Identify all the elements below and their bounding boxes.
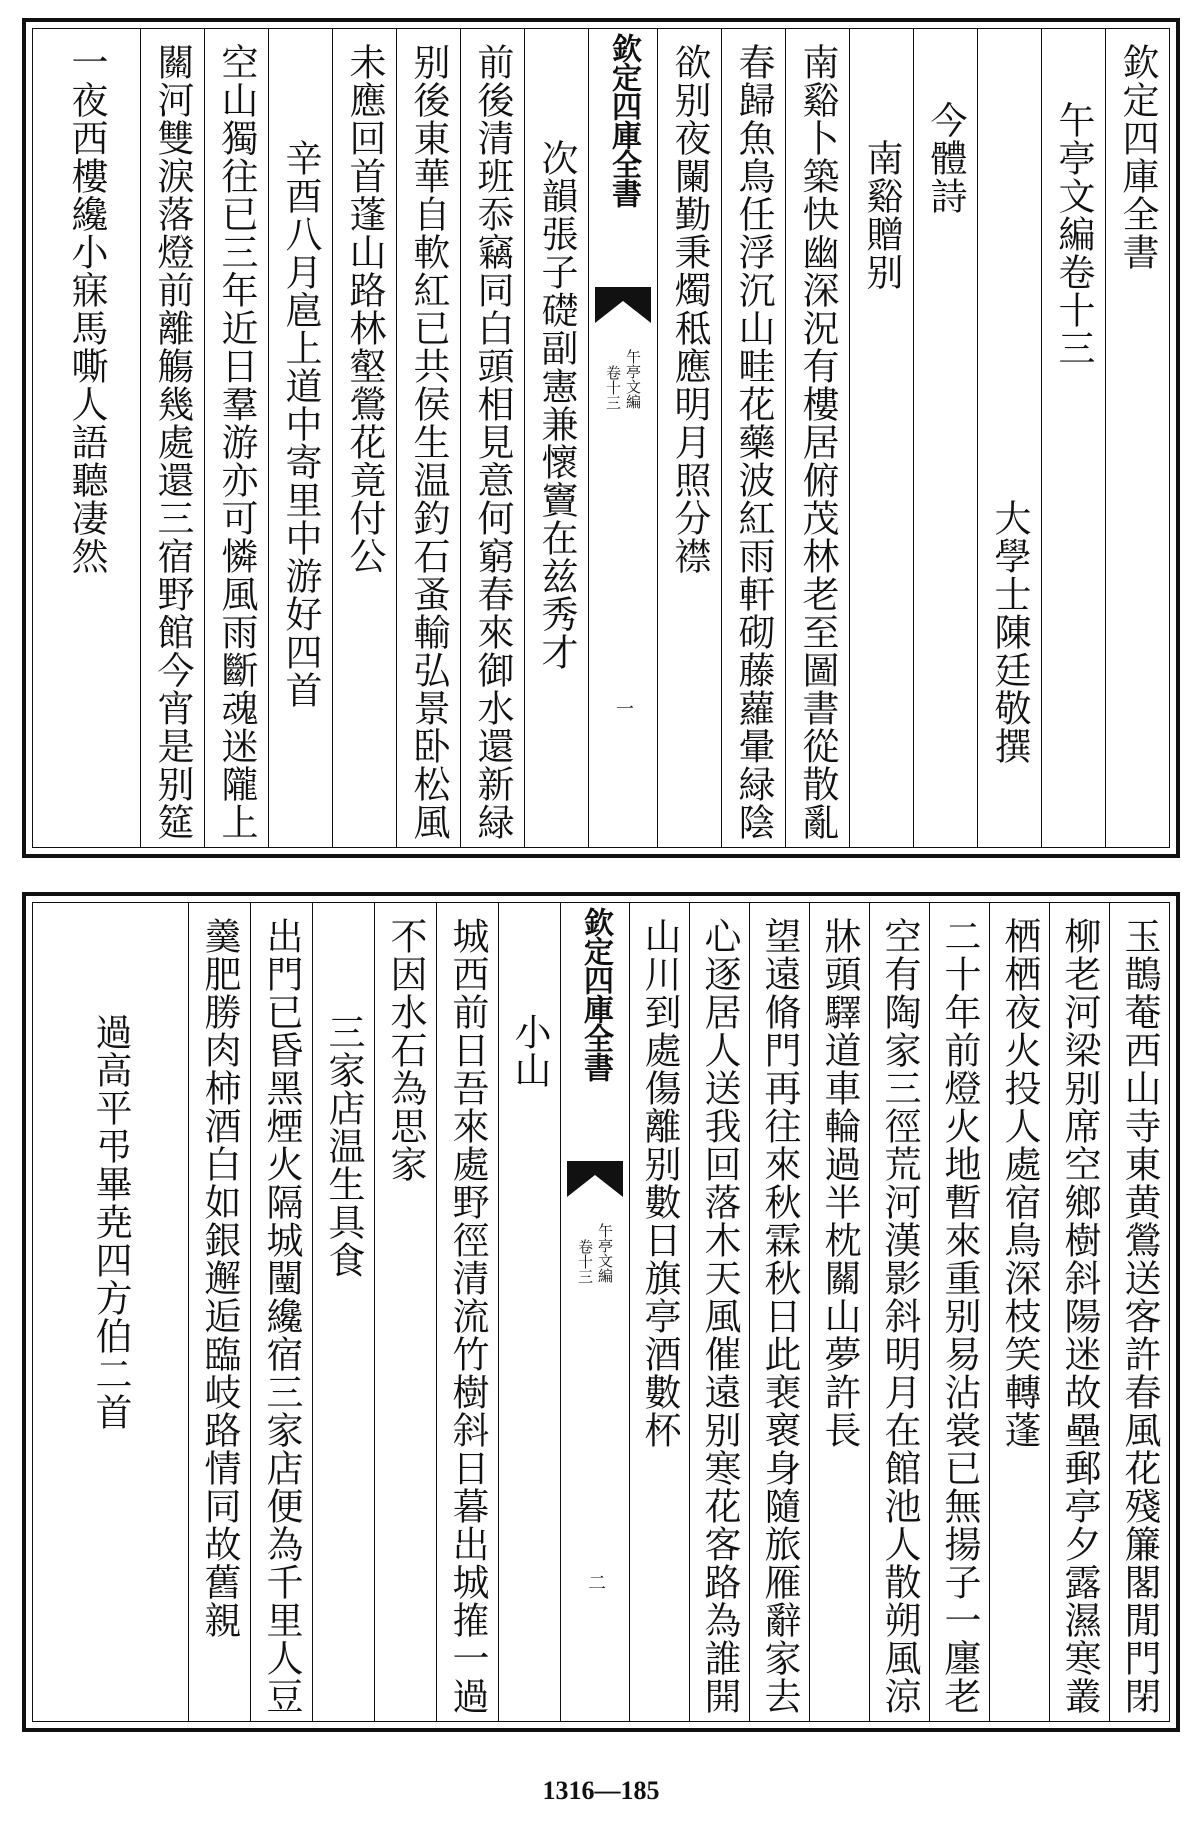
- poem-title: 三家店温生具食: [322, 1013, 365, 1279]
- text-column: [1049, 903, 1109, 1721]
- fold-page-number: 二: [585, 1573, 606, 1591]
- poem-line: 不因水石為思家: [384, 917, 427, 1183]
- fold-volume: 卷十三: [604, 365, 622, 410]
- fold-page-number: 一: [613, 699, 634, 717]
- archive-page-number: 1316—185: [542, 1776, 660, 1805]
- text-column: [396, 29, 460, 847]
- text-column: [657, 29, 721, 847]
- poem-line: 牀頭驛道車輪過半枕關山夢許長: [818, 917, 861, 1449]
- fold-volume: 卷十三: [576, 1239, 594, 1284]
- section-heading: 今體詩: [924, 101, 967, 215]
- text-column: [629, 903, 689, 1721]
- poem-line: 玉鵲菴西山寺東黄鶯送客許春風花殘簾閣閒門閉: [1118, 917, 1161, 1715]
- text-column: [785, 29, 849, 847]
- text-column: [460, 29, 524, 847]
- poem-line: 望遠脩門再往來秋霖秋日此裵褱身隨旅雁辭家去: [758, 917, 801, 1715]
- poem-line: 出門已昏黑煙火隔城闉纔宿三家店便為千里人豆: [260, 917, 303, 1715]
- library-title: 欽定四庫全書: [1116, 43, 1159, 271]
- poem-line: 空有陶家三徑荒河漢影斜明月在館池人散朔風涼: [878, 917, 921, 1715]
- text-column: [436, 903, 498, 1721]
- poem-line: 心逐居人送我回落木天風催遠别寒花客路為誰開: [698, 917, 741, 1715]
- text-column: [332, 29, 396, 847]
- poem-title: 南谿贈别: [860, 139, 903, 291]
- text-column: [869, 903, 929, 1721]
- poem-title: 次韻張子礎副憲兼懷竇在兹秀才: [535, 139, 578, 671]
- text-column: [1109, 903, 1169, 1721]
- text-column: [749, 903, 809, 1721]
- bottom-leaf-frame: [32, 902, 1170, 1722]
- fold-library-title: 欽定四庫全書: [606, 33, 641, 207]
- text-column: [250, 903, 312, 1721]
- author-line: 大學士陳廷敬撰: [988, 499, 1031, 765]
- fish-tail-mark-icon: [567, 1161, 623, 1197]
- poem-title: 小山: [508, 1013, 551, 1089]
- center-fold-column: [588, 29, 657, 847]
- poem-line: 一夜西樓纔小寐馬嘶人語聽凄然: [65, 43, 108, 575]
- poem-line: 羹肥勝肉柿酒白如銀邂逅臨岐路情同故舊親: [198, 917, 241, 1639]
- volume-title: 午亭文編卷十三: [1052, 101, 1095, 367]
- text-column: [721, 29, 785, 847]
- fish-tail-mark-icon: [595, 287, 651, 323]
- bottom-leaf: [22, 892, 1180, 1732]
- text-column: [33, 29, 140, 847]
- text-column: [312, 903, 374, 1721]
- text-column: [929, 903, 989, 1721]
- poem-line: 南谿卜築快幽深況有樓居俯茂林老至圖書從散亂: [796, 43, 839, 841]
- text-column: [268, 29, 332, 847]
- fold-book-title: 午亭文編: [596, 1223, 614, 1283]
- text-column: [524, 29, 588, 847]
- poem-line: 柳老河梁别席空鄉樹斜陽迷故壘郵亭夕露濕寒叢: [1058, 917, 1101, 1715]
- poem-line: 關河雙淚落燈前離觴幾處還三宿野館今宵是别筵: [151, 43, 194, 841]
- fold-book-title: 午亭文編: [624, 349, 642, 409]
- text-column: [498, 903, 560, 1721]
- text-column: [977, 29, 1041, 847]
- poem-line: 栖栖夜火投人處宿鳥深枝笑轉蓬: [998, 917, 1041, 1449]
- text-column: [204, 29, 268, 847]
- text-column: [809, 903, 869, 1721]
- text-column: [849, 29, 913, 847]
- top-leaf: [22, 18, 1180, 858]
- text-column: [140, 29, 204, 847]
- poem-line: 空山獨往已三年近日羣游亦可憐風雨斷魂迷隴上: [215, 43, 258, 841]
- text-column: [1105, 29, 1169, 847]
- text-column: [188, 903, 250, 1721]
- text-column: [33, 903, 188, 1721]
- text-column: [913, 29, 977, 847]
- poem-line: 前後清班忝竊同白頭相見意何窮春來御水還新緑: [471, 43, 514, 841]
- text-column: [989, 903, 1049, 1721]
- top-leaf-frame: [32, 28, 1170, 848]
- poem-line: 别後東華自軟紅已共侯生温釣石蚤輸弘景卧松風: [407, 43, 450, 841]
- poem-title: 過高平弔畢尭四方伯二首: [89, 1013, 132, 1431]
- poem-line: 二十年前燈火地暫來重别易沾裳已無揚子一廛老: [938, 917, 981, 1715]
- text-column: [1041, 29, 1105, 847]
- poem-line: 欲别夜闌勤秉燭秪應明月照分襟: [668, 43, 711, 575]
- poem-line: 春歸魚鳥任浮沉山畦花藥波紅雨軒砌藤蘿暈緑陰: [732, 43, 775, 841]
- poem-line: 城西前日吾來處野徑清流竹樹斜日暮出城搉一過: [446, 917, 489, 1715]
- poem-line: 未應回首蓬山路林壑鶯花竟付公: [343, 43, 386, 575]
- center-fold-column: [560, 903, 629, 1721]
- poem-title: 辛酉八月扈上道中寄里中游好四首: [279, 139, 322, 709]
- fold-library-title: 欽定四庫全書: [578, 907, 613, 1081]
- text-column: [374, 903, 436, 1721]
- text-column: [689, 903, 749, 1721]
- poem-line: 山川到處傷離别數日旗亭酒數杯: [638, 917, 681, 1449]
